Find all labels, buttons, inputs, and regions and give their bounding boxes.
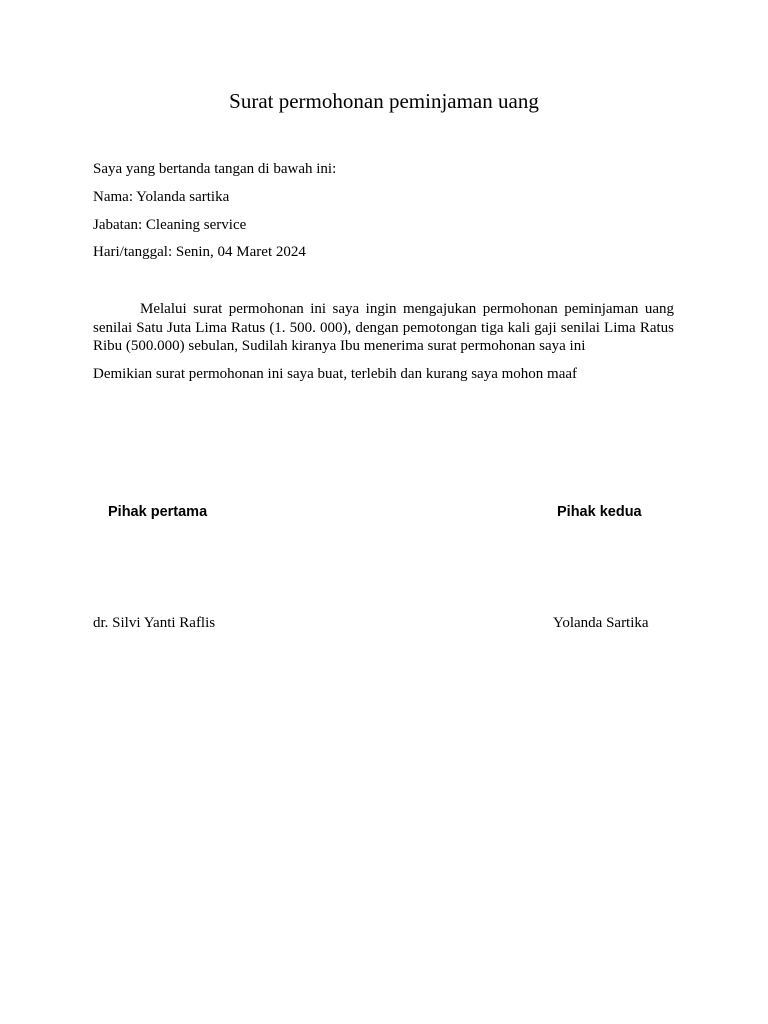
name-field: Nama: Yolanda sartika xyxy=(93,189,230,205)
document-title: Surat permohonan peminjaman uang xyxy=(229,89,539,113)
first-party-name: dr. Silvi Yanti Raflis xyxy=(93,615,216,631)
closing-line: Demikian surat permohonan ini saya buat, terlebih dan kurang saya mohon maaf xyxy=(93,366,578,382)
body-paragraph: Melalui surat permohonan ini saya ingin mengajukan permohonan peminjaman uang senilai Satu Juta Lima Ratus (1. 500. 000), dengan pemotongan tiga kali gaji senilai Lima Ratus Ribu (500.000) sebulan, Sudilah kiranya Ibu menerima surat permohonan saya ini xyxy=(93,301,674,354)
first-party-label: Pihak pertama xyxy=(108,504,208,520)
date-field: Hari/tanggal: Senin, 04 Maret 2024 xyxy=(93,244,306,260)
intro-line: Saya yang bertanda tangan di bawah ini: xyxy=(93,161,337,177)
position-field: Jabatan: Cleaning service xyxy=(93,217,247,233)
second-party-label: Pihak kedua xyxy=(557,504,642,520)
second-party-name: Yolanda Sartika xyxy=(553,615,649,631)
